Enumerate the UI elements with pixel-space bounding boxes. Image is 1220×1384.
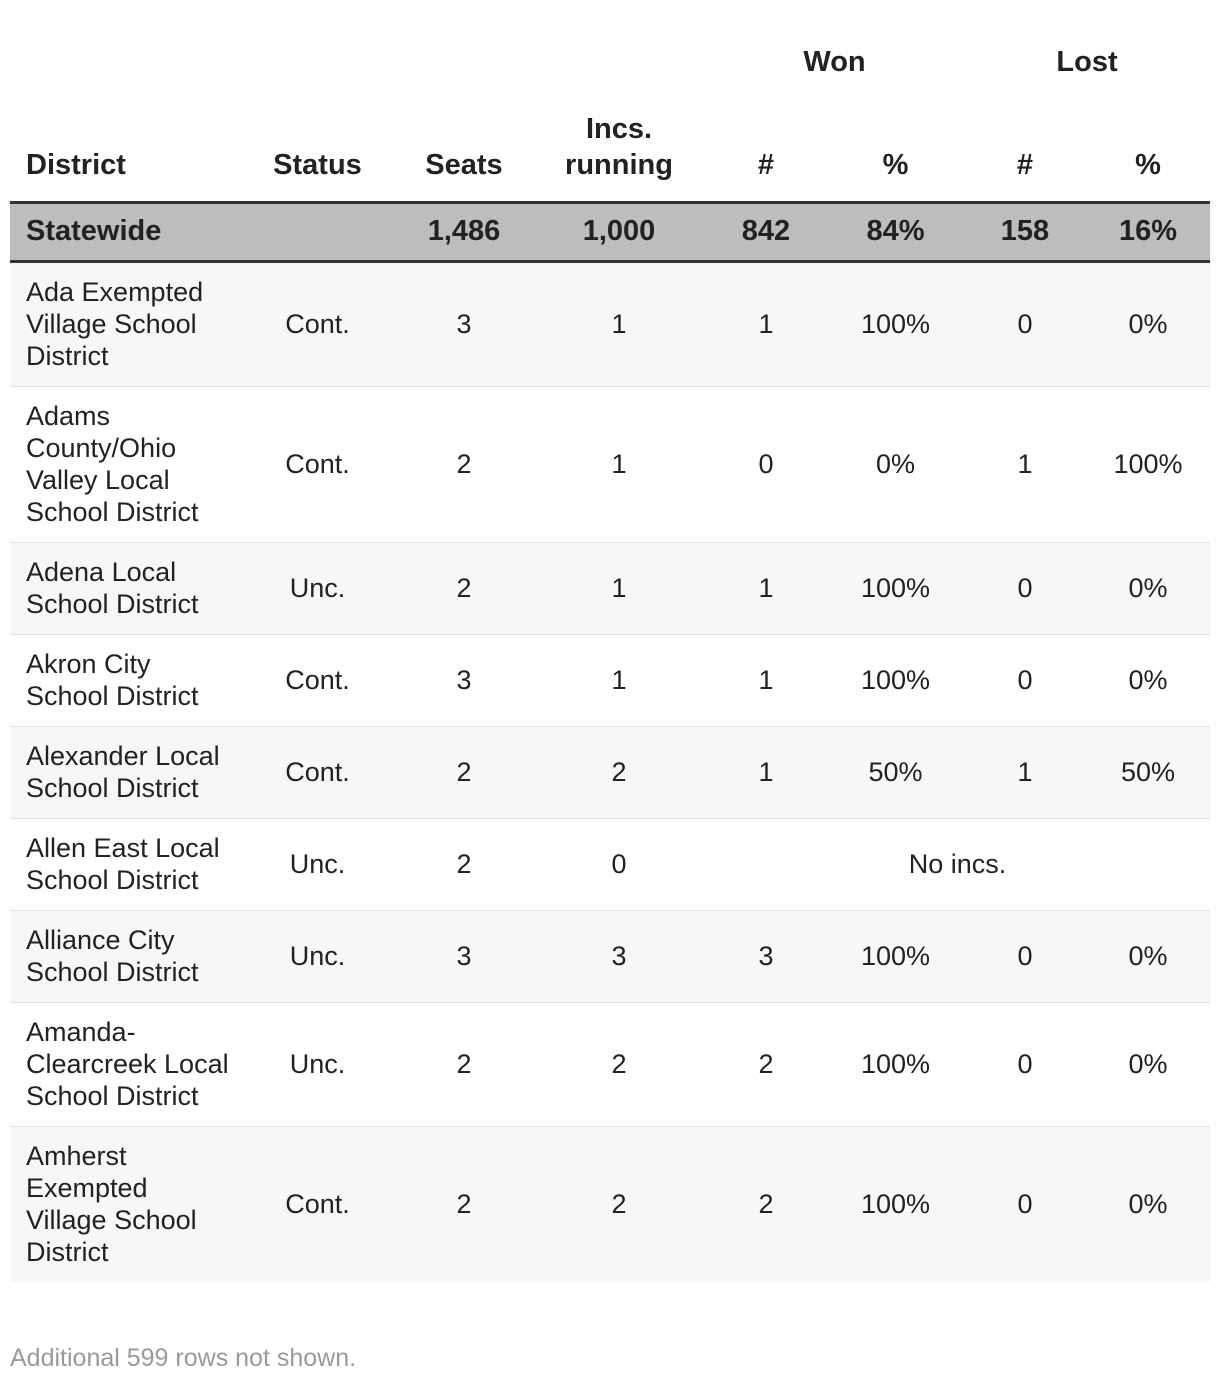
cell-won-pct: 100% [827, 910, 964, 1002]
cell-won-count: 2 [705, 1126, 827, 1282]
cell-status: Unc. [240, 542, 395, 634]
column-header-status: Status [240, 100, 395, 202]
cell-status: Cont. [240, 1126, 395, 1282]
column-header-incs-running [533, 100, 705, 202]
cell-lost-pct: 0% [1086, 1002, 1210, 1126]
column-header-lost-pct: % [1086, 100, 1210, 202]
cell-incs: 0 [533, 818, 705, 910]
cell-won-count: 1 [705, 634, 827, 726]
cell-incs: 2 [533, 726, 705, 818]
group-header-spacer [10, 0, 705, 100]
district-name: Amherst Exempted Village School District [10, 1126, 240, 1282]
cell-incs: 1 [533, 634, 705, 726]
cell-seats: 2 [395, 726, 533, 818]
cell-incs: 2 [533, 1002, 705, 1126]
cell-lost-count: 0 [964, 542, 1086, 634]
cell-lost-pct: 0% [1086, 542, 1210, 634]
cell-lost-pct: 100% [1086, 386, 1210, 542]
cell-won-count: 3 [705, 910, 827, 1002]
cell-note: No incs. [705, 818, 1210, 910]
cell-won-count: 1 [705, 726, 827, 818]
cell-seats: 2 [395, 1126, 533, 1282]
cell-seats: 3 [395, 261, 533, 386]
cell-won-pct: 50% [827, 726, 964, 818]
statewide-status [240, 202, 395, 261]
cell-won-count: 2 [705, 1002, 827, 1126]
group-header-lost: Lost [1056, 46, 1118, 78]
cell-status: Cont. [240, 726, 395, 818]
statewide-row [10, 202, 1210, 261]
district-rows [10, 261, 1210, 1282]
cell-seats: 3 [395, 910, 533, 1002]
cell-incs: 2 [533, 1126, 705, 1282]
cell-lost-count: 0 [964, 910, 1086, 1002]
column-header-lost-count: # [964, 100, 1086, 202]
district-name: Adena Local School District [10, 542, 240, 634]
cell-status: Unc. [240, 910, 395, 1002]
district-name: Allen East Local School District [10, 818, 240, 910]
statewide-won-count: 842 [705, 202, 827, 261]
statewide-body [10, 202, 1210, 261]
statewide-label: Statewide [10, 202, 240, 261]
district-name: Amanda-Clearcreek Local School District [10, 1002, 240, 1126]
table-header [10, 0, 1210, 202]
column-header-won-count: # [705, 100, 827, 202]
cell-incs: 3 [533, 910, 705, 1002]
incs-header-line2: running [565, 148, 673, 181]
cell-lost-count: 1 [964, 726, 1086, 818]
cell-won-pct: 100% [827, 1126, 964, 1282]
cell-lost-pct: 50% [1086, 726, 1210, 818]
group-header-row [10, 0, 1210, 100]
group-header-won: Won [803, 46, 866, 78]
table-row [10, 1126, 1210, 1282]
cell-lost-count: 0 [964, 261, 1086, 386]
district-name: Alexander Local School District [10, 726, 240, 818]
district-name: Adams County/Ohio Valley Local School District [10, 386, 240, 542]
statewide-lost-pct: 16% [1086, 202, 1210, 261]
results-table [10, 0, 1210, 1282]
column-header-row [10, 100, 1210, 202]
table-row [10, 261, 1210, 386]
cell-status: Cont. [240, 634, 395, 726]
table-row [10, 818, 1210, 910]
cell-lost-pct: 0% [1086, 910, 1210, 1002]
table-row [10, 1002, 1210, 1126]
cell-won-count: 1 [705, 261, 827, 386]
cell-lost-count: 0 [964, 1126, 1086, 1282]
table-row [10, 386, 1210, 542]
district-name: Akron City School District [10, 634, 240, 726]
column-header-seats: Seats [395, 100, 533, 202]
cell-seats: 2 [395, 386, 533, 542]
cell-seats: 2 [395, 542, 533, 634]
cell-won-pct: 100% [827, 261, 964, 386]
column-header-district: District [10, 100, 240, 202]
column-header-won-pct: % [827, 100, 964, 202]
cell-lost-pct: 0% [1086, 261, 1210, 386]
cell-won-pct: 100% [827, 634, 964, 726]
cell-won-pct: 100% [827, 1002, 964, 1126]
cell-lost-count: 0 [964, 1002, 1086, 1126]
statewide-won-pct: 84% [827, 202, 964, 261]
cell-won-pct: 100% [827, 542, 964, 634]
footnote: Additional 599 rows not shown. [10, 1344, 357, 1372]
cell-incs: 1 [533, 542, 705, 634]
cell-status: Cont. [240, 386, 395, 542]
district-name: Alliance City School District [10, 910, 240, 1002]
statewide-incs: 1,000 [533, 202, 705, 261]
results-table-container [10, 0, 1210, 1282]
cell-seats: 2 [395, 818, 533, 910]
cell-seats: 3 [395, 634, 533, 726]
cell-incs: 1 [533, 386, 705, 542]
cell-incs: 1 [533, 261, 705, 386]
table-row [10, 726, 1210, 818]
cell-won-count: 1 [705, 542, 827, 634]
cell-status: Unc. [240, 1002, 395, 1126]
cell-status: Unc. [240, 818, 395, 910]
cell-lost-pct: 0% [1086, 634, 1210, 726]
incs-header-line1: Incs. [585, 112, 653, 145]
district-name: Ada Exempted Village School District [10, 261, 240, 386]
table-row [10, 542, 1210, 634]
cell-lost-count: 1 [964, 386, 1086, 542]
table-row [10, 910, 1210, 1002]
cell-won-pct: 0% [827, 386, 964, 542]
cell-seats: 2 [395, 1002, 533, 1126]
cell-won-count: 0 [705, 386, 827, 542]
cell-lost-count: 0 [964, 634, 1086, 726]
statewide-seats: 1,486 [395, 202, 533, 261]
statewide-lost-count: 158 [964, 202, 1086, 261]
table-row [10, 634, 1210, 726]
cell-status: Cont. [240, 261, 395, 386]
cell-lost-pct: 0% [1086, 1126, 1210, 1282]
